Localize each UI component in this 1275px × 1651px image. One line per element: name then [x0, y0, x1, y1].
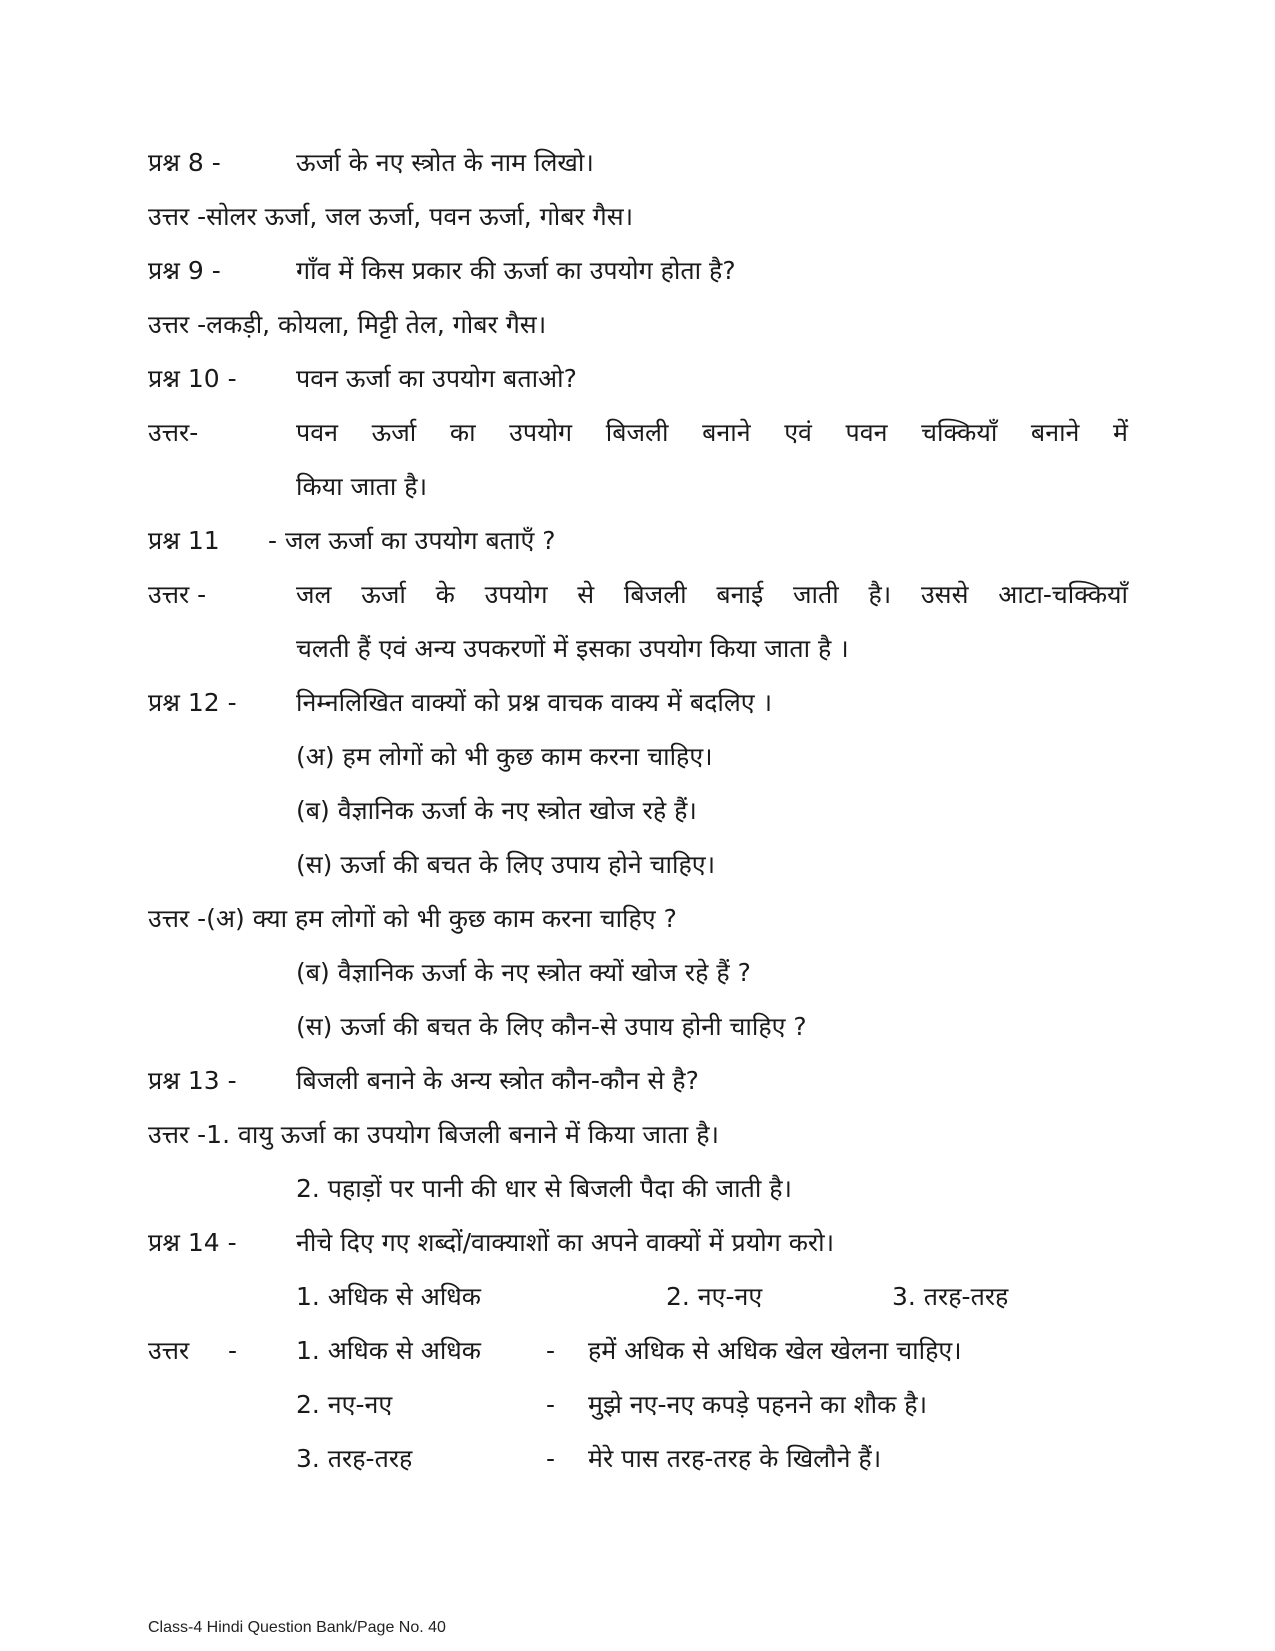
question-10: [148, 354, 1128, 404]
answer-label-dash: -: [228, 1336, 238, 1365]
word-item: 3. तरह-तरह: [892, 1282, 1009, 1311]
answer-text: उत्तर -सोलर ऊर्जा, जल ऊर्जा, पवन ऊर्जा, गोबर गैस।: [148, 202, 634, 231]
answer-12-item-c: [148, 1002, 1128, 1052]
answer-10: [148, 408, 1128, 458]
example-sentence: मेरे पास तरह-तरह के खिलौने हैं।: [588, 1444, 882, 1473]
list-item: (अ) हम लोगों को भी कुछ काम करना चाहिए।: [296, 742, 713, 771]
question-text: निम्नलिखित वाक्यों को प्रश्न वाचक वाक्य में बदलिए ।: [296, 688, 773, 717]
question-label: प्रश्न 13 -: [148, 1066, 237, 1095]
question-12: [148, 678, 1128, 728]
answer-text: उत्तर -(अ) क्या हम लोगों को भी कुछ काम करना चाहिए ?: [148, 904, 677, 933]
phrase: 3. तरह-तरह: [296, 1444, 413, 1473]
list-item: (ब) वैज्ञानिक ऊर्जा के नए स्त्रोत क्यों खोज रहे हैं ?: [296, 958, 751, 987]
page-footer: Class-4 Hindi Question Bank/Page No. 40: [148, 1619, 446, 1636]
list-item: (ब) वैज्ञानिक ऊर्जा के नए स्त्रोत खोज रहे हैं।: [296, 796, 697, 825]
answer-line-2: चलती हैं एवं अन्य उपकरणों में इसका उपयोग किया जाता है ।: [296, 634, 849, 663]
question-text: बिजली बनाने के अन्य स्त्रोत कौन-कौन से है?: [296, 1066, 699, 1095]
question-12-item-b: [148, 786, 1128, 836]
question-label: प्रश्न 14 -: [148, 1228, 237, 1257]
example-sentence: मुझे नए-नए कपड़े पहनने का शौक है।: [588, 1390, 928, 1419]
phrase: 2. नए-नए: [296, 1390, 393, 1419]
answer-14-row-2: [148, 1380, 1128, 1430]
answer-text: उत्तर -1. वायु ऊर्जा का उपयोग बिजली बनाने में किया जाता है।: [148, 1120, 719, 1149]
list-item: 2. पहाड़ों पर पानी की धार से बिजली पैदा की जाती है।: [296, 1174, 793, 1203]
answer-label: उत्तर-: [148, 418, 199, 447]
answer-line-2: किया जाता है।: [296, 472, 428, 501]
answer-8: [148, 192, 1128, 242]
separator-dash: -: [546, 1444, 556, 1473]
phrase: 1. अधिक से अधिक: [296, 1336, 481, 1365]
word-item: 2. नए-नए: [666, 1282, 763, 1311]
answer-12: [148, 894, 1128, 944]
question-13: [148, 1056, 1128, 1106]
question-label: प्रश्न 11: [148, 526, 220, 555]
question-text: नीचे दिए गए शब्दों/वाक्याशों का अपने वाक्यों में प्रयोग करो।: [296, 1228, 835, 1257]
separator-dash: -: [546, 1390, 556, 1419]
question-text: ऊर्जा के नए स्त्रोत के नाम लिखो।: [296, 148, 594, 177]
answer-11: [148, 570, 1128, 620]
answer-12-item-b: [148, 948, 1128, 998]
answer-label: उत्तर -: [148, 580, 207, 609]
question-text: - जल ऊर्जा का उपयोग बताएँ ?: [268, 526, 556, 555]
answer-13: [148, 1110, 1128, 1160]
question-9: [148, 246, 1128, 296]
question-label: प्रश्न 12 -: [148, 688, 237, 717]
question-text: गाँव में किस प्रकार की ऊर्जा का उपयोग होता है?: [296, 256, 736, 285]
answer-11-cont: [148, 624, 1128, 674]
list-item: (स) ऊर्जा की बचत के लिए उपाय होने चाहिए।: [296, 850, 716, 879]
answer-10-cont: [148, 462, 1128, 512]
answer-14-row-3: [148, 1434, 1128, 1484]
answer-label: उत्तर: [148, 1336, 190, 1365]
question-8: [148, 138, 1128, 188]
answer-13-item-2: [148, 1164, 1128, 1214]
question-label: प्रश्न 9 -: [148, 256, 221, 285]
question-11: [148, 516, 1128, 566]
question-12-item-c: [148, 840, 1128, 890]
question-14: [148, 1218, 1128, 1268]
question-label: प्रश्न 10 -: [148, 364, 237, 393]
question-label: प्रश्न 8 -: [148, 148, 221, 177]
separator-dash: -: [546, 1336, 556, 1365]
answer-line-1: पवन ऊर्जा का उपयोग बिजली बनाने एवं पवन चक्कियाँ बनाने में: [296, 418, 1128, 447]
list-item: (स) ऊर्जा की बचत के लिए कौन-से उपाय होनी चाहिए ?: [296, 1012, 807, 1041]
answer-9: [148, 300, 1128, 350]
example-sentence: हमें अधिक से अधिक खेल खेलना चाहिए।: [588, 1336, 962, 1365]
question-text: पवन ऊर्जा का उपयोग बताओ?: [296, 364, 577, 393]
word-item: 1. अधिक से अधिक: [296, 1282, 481, 1311]
question-14-words: [148, 1272, 1128, 1322]
answer-text: उत्तर -लकड़ी, कोयला, मिट्टी तेल, गोबर गैस।: [148, 310, 547, 339]
question-12-item-a: [148, 732, 1128, 782]
answer-line-1: जल ऊर्जा के उपयोग से बिजली बनाई जाती है। उससे आटा-चक्कियाँ: [296, 580, 1128, 609]
answer-14-row-1: [148, 1326, 1128, 1376]
